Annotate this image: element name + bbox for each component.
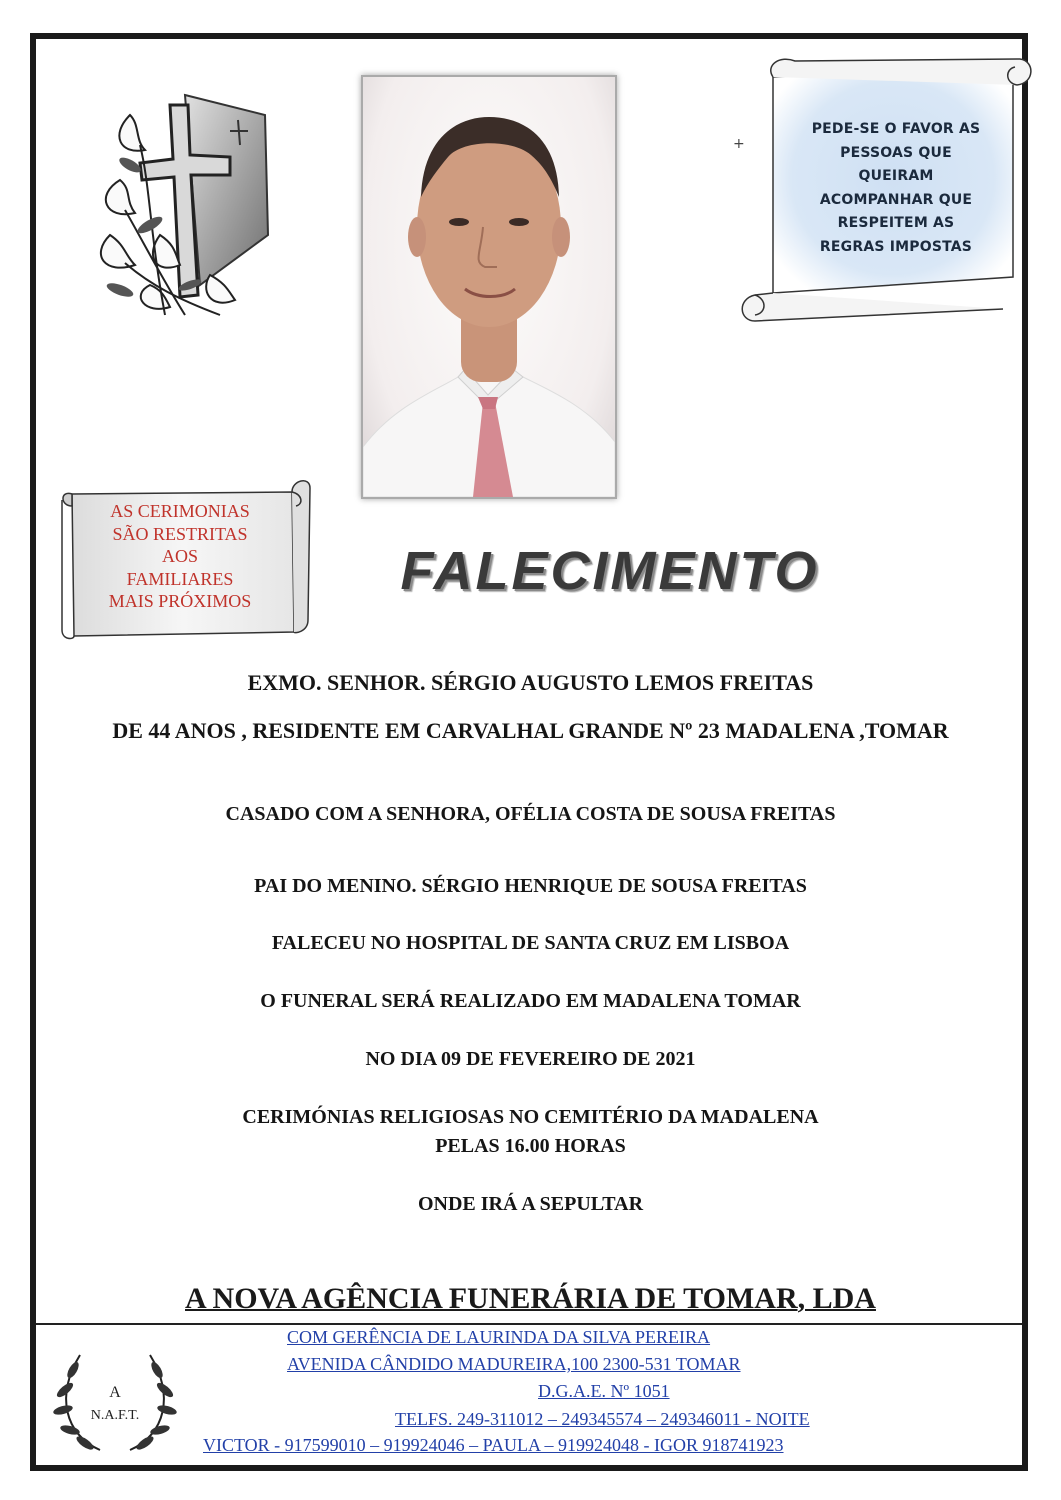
notice-line: AOS xyxy=(161,546,198,566)
deceased-name-line: EXMO. SENHOR. SÉRGIO AUGUSTO LEMOS FREITAS xyxy=(247,670,814,695)
burial-line: ONDE IRÁ A SEPULTAR xyxy=(417,1193,644,1215)
scroll-right-notice xyxy=(790,118,1002,259)
portrait-figure xyxy=(363,77,615,497)
agency-name xyxy=(0,1282,1061,1316)
phones-line: TELFS. 249-311012 – 249345574 – 249346011 - NOITE xyxy=(395,1409,810,1429)
death-place-line: FALECEU NO HOSPITAL DE SANTA CRUZ EM LISBOA xyxy=(271,932,790,954)
logo-letter: A xyxy=(109,1384,121,1401)
footer-divider xyxy=(36,1323,1022,1325)
notice-line: RESPEITEM AS xyxy=(837,215,955,231)
spouse-line: CASADO COM A SENHORA, OFÉLIA COSTA DE SOUSA FREITAS xyxy=(225,803,836,825)
management-line: COM GERÊNCIA DE LAURINDA DA SILVA PEREIRA xyxy=(287,1327,711,1347)
logo-initials: N.A.F.T. xyxy=(90,1408,140,1423)
date-line: NO DIA 09 DE FEVEREIRO DE 2021 xyxy=(365,1048,696,1070)
time-line: PELAS 16.00 HORAS xyxy=(435,1135,626,1157)
portrait-photo xyxy=(361,75,617,499)
notice-line: SÃO RESTRITAS xyxy=(112,523,248,544)
address-line: AVENIDA CÂNDIDO MADUREIRA,100 2300-531 TOMAR xyxy=(287,1354,741,1374)
notice-line: PESSOAS QUE xyxy=(840,144,952,161)
notice-line: REGRAS IMPOSTAS xyxy=(819,238,973,255)
cross-with-lilies-icon xyxy=(90,85,280,320)
notice-line: QUEIRAM xyxy=(858,168,934,184)
plus-mark: + xyxy=(733,136,745,152)
notice-line: ACOMPANHAR QUE xyxy=(819,191,973,208)
notice-line: MAIS PRÓXIMOS xyxy=(108,591,252,611)
license-line: D.G.A.E. Nº 1051 xyxy=(538,1381,670,1401)
laurel-wreath-icon xyxy=(45,1335,185,1460)
scroll-left-notice xyxy=(80,500,280,613)
ceremony-line: CERIMÓNIAS RELIGIOSAS NO CEMITÉRIO DA MADALENA xyxy=(242,1106,819,1128)
notice-line: PEDE-SE O FAVOR AS xyxy=(811,121,981,137)
funeral-line: O FUNERAL SERÁ REALIZADO EM MADALENA TOMAR xyxy=(260,990,801,1012)
residence-line: DE 44 ANOS , RESIDENTE EM CARVALHAL GRANDE Nº 23 MADALENA ,TOMAR xyxy=(112,718,949,743)
notice-line: FAMILIARES xyxy=(126,568,234,589)
child-line: PAI DO MENINO. SÉRGIO HENRIQUE DE SOUSA FREITAS xyxy=(254,875,807,897)
agency-name-text: A NOVA AGÊNCIA FUNERÁRIA DE TOMAR, LDA xyxy=(185,1282,876,1315)
notice-line: AS CERIMONIAS xyxy=(110,501,250,521)
contacts-line: VICTOR - 917599010 – 919924046 – PAULA – 919924048 - IGOR 918741923 xyxy=(203,1435,784,1455)
headline-falecimento: FALECIMENTO xyxy=(400,541,820,601)
